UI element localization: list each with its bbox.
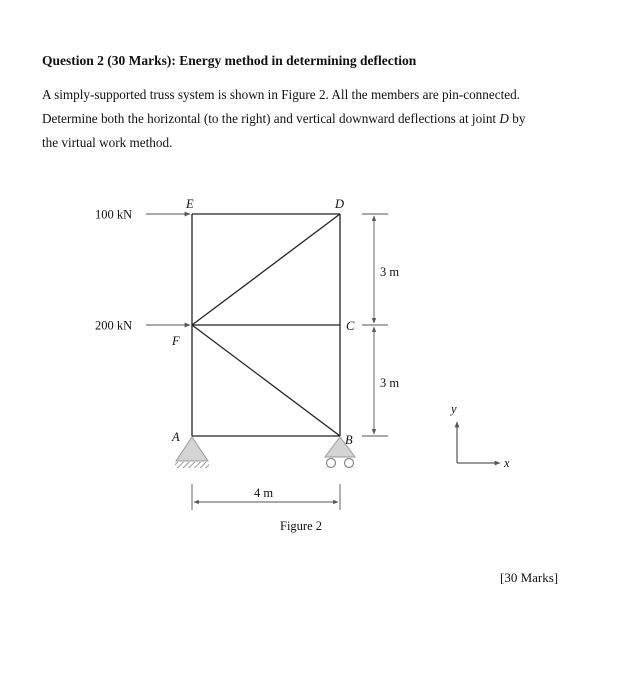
axes-icon: [457, 422, 500, 463]
pin-support-a: [175, 437, 209, 468]
load-100kn-label: 100 kN: [95, 207, 133, 222]
truss-members: [192, 214, 340, 436]
load-200kn: [95, 319, 190, 333]
load-100kn: [95, 208, 190, 222]
joint-f-label: F: [172, 334, 180, 348]
question-line-1: A simply-supported truss system is shown in Figure 2. All the members are pin-connected.: [42, 87, 520, 102]
vertical-dimension: [362, 214, 388, 436]
lower-height-label: 3 m: [380, 376, 400, 390]
joint-a-label: A: [172, 430, 180, 444]
joint-b-label: B: [345, 433, 353, 447]
joint-d-label: D: [335, 197, 345, 211]
joint-reference: D: [499, 111, 509, 126]
joint-e-label: E: [186, 197, 194, 211]
question-line-2-pre: Determine both the horizontal (to the right) and vertical downward deflections at joint: [42, 111, 500, 126]
marks-label: [30 Marks]: [500, 570, 559, 585]
width-label: 4 m: [254, 486, 274, 500]
upper-height-label: 3 m: [380, 265, 400, 279]
axis-y-label: y: [451, 402, 457, 416]
question-title: Question 2 (30 Marks): Energy method in determining deflection: [42, 53, 417, 68]
joint-c-label: C: [346, 319, 355, 333]
member-FB: [192, 325, 340, 436]
question-line-2-post: by: [508, 111, 526, 126]
member-FD: [192, 214, 340, 325]
axis-x-label: x: [504, 456, 510, 470]
question-line-3: the virtual work method.: [42, 135, 173, 150]
load-200kn-label: 200 kN: [95, 318, 133, 333]
figure-caption: Figure 2: [280, 519, 323, 533]
